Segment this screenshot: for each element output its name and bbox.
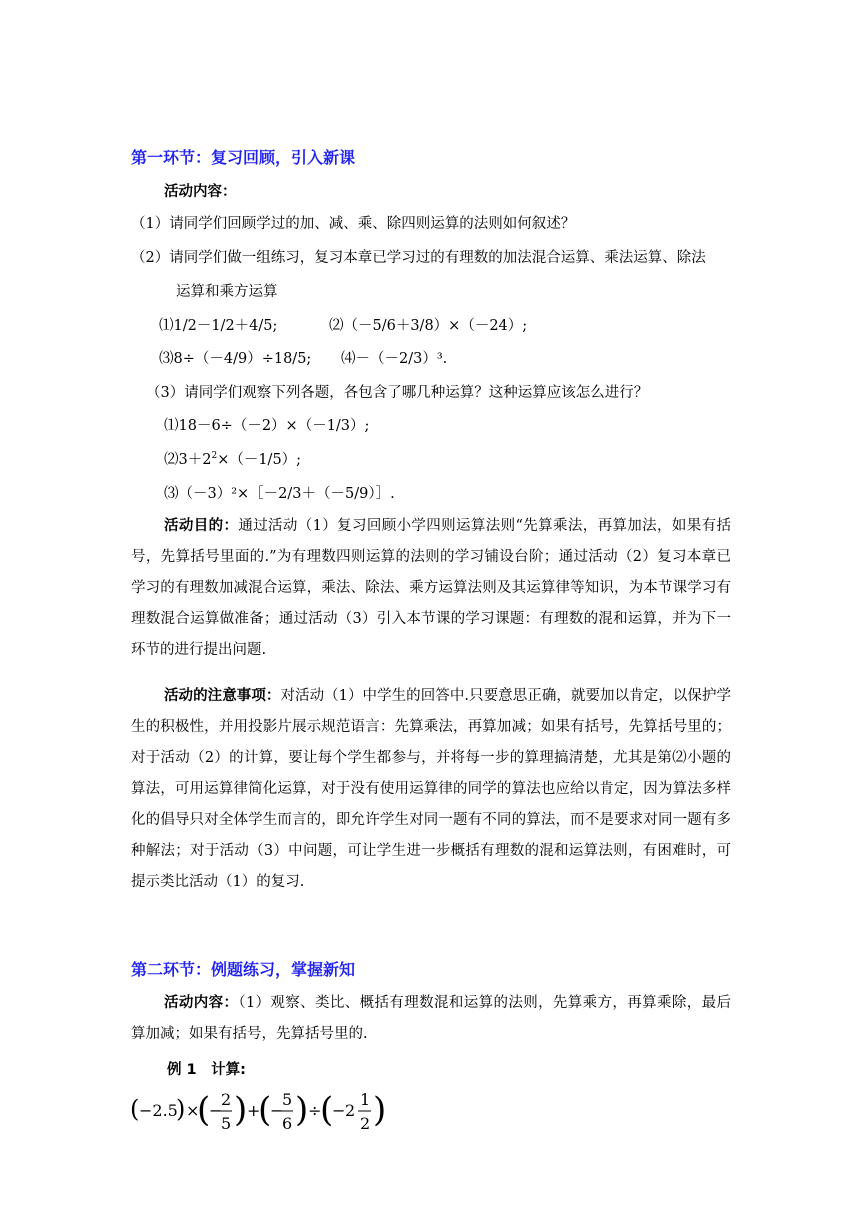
- paren-open-4: (: [320, 1090, 334, 1130]
- paren-close-3: ): [295, 1090, 309, 1130]
- frac-2-sign: −: [270, 1101, 284, 1120]
- frac-1-den: 5: [221, 1114, 232, 1133]
- question-1: ⑴18－6÷（－2）×（－1/3）;: [164, 418, 370, 434]
- exercise-4: ⑷－（－2/3）³.: [341, 351, 448, 367]
- purpose-paragraph: [131, 511, 731, 666]
- purpose-text: 通过活动（1）复习回顾小学四则运算法则“先算乘法，再算加法，如果有括号，先算括号里面的.”为有理数四则运算的法则的学习铺设台阶；通过活动（2）复习本章已学习的有理数加减混合运算，乘法、除法、乘方运算法则及其运算律等知识，为本节课学习有理数混合运算做准备；通过活动（3）引入本节课的学习课题：有理数的混和运算，并为下一环节的进行提出问题.: [131, 518, 731, 658]
- frac-2-num: 5: [282, 1090, 293, 1109]
- question-2-base: ⑵3＋2: [164, 452, 212, 468]
- activity-content-label: 活动内容：: [164, 184, 237, 200]
- frac-3-sign: −: [332, 1101, 346, 1120]
- section2-activity-label: 活动内容：: [164, 995, 239, 1011]
- op-1: ×: [186, 1101, 200, 1120]
- op-3: ÷: [308, 1101, 322, 1120]
- question-2-rest: ×（－1/5）;: [217, 452, 302, 468]
- section1-heading: 第一环节：复习回顾，引入新课: [131, 148, 356, 167]
- term-1: −2.5: [139, 1101, 178, 1120]
- section2-activity-paragraph: [131, 988, 731, 1050]
- item-2-line-1: （2）请同学们做一组练习，复习本章已学习过的有理数的加法混合运算、乘法运算、除法: [131, 250, 706, 266]
- section2-heading: 第二环节：例题练习，掌握新知: [131, 960, 356, 979]
- frac-2-den: 6: [282, 1114, 293, 1133]
- notes-label: 活动的注意事项：: [164, 688, 281, 704]
- paren-open-2: (: [197, 1090, 211, 1130]
- frac-1-num: 2: [221, 1090, 232, 1109]
- section2-activity-text: （1）观察、类比、概括有理数混和运算的法则，先算乘方，再算乘除，最后算加减；如果有括号，先算括号里的.: [131, 995, 731, 1042]
- op-2: +: [247, 1101, 261, 1120]
- exercise-2: ⑵（－5/6＋3/8）×（－24）;: [329, 318, 528, 334]
- frac-3-whole: 2: [345, 1101, 356, 1120]
- paren-open-3: (: [258, 1090, 272, 1130]
- paren-open-1: (: [130, 1095, 140, 1123]
- frac-3-den: 2: [360, 1114, 371, 1133]
- example-formula: [130, 1083, 400, 1141]
- frac-1-sign: −: [209, 1101, 223, 1120]
- question-2: [164, 448, 301, 469]
- item-3: （3）请同学们观察下列各题，各包含了哪几种运算？这种运算应该怎么进行？: [146, 385, 649, 401]
- paren-close-1: ): [176, 1095, 186, 1123]
- question-3: ⑶（－3）²×［－2/3＋（－5/9）］.: [164, 486, 395, 502]
- paren-close-4: ): [373, 1090, 387, 1130]
- item-1: （1）请同学们回顾学过的加、减、乘、除四则运算的法则如何叙述？: [131, 216, 576, 232]
- purpose-label: 活动目的：: [164, 518, 239, 534]
- item-2-line-2: 运算和乘方运算: [176, 284, 278, 300]
- example-label: 例 1 计算:: [167, 1062, 246, 1078]
- notes-text: 对活动（1）中学生的回答中.只要意思正确，就要加以肯定，以保护学生的积极性，并用投影片展示规范语言：先算乘法，再算加减；如果有括号，先算括号里的；对于活动（2）的计算，要让每个学生都参与，并将每一步的算理搞清楚，尤其是第⑵小题的算法，可用运算律简化运算，对于没有使用运算律的同学的算法也应给以肯定，因为算法多样化的倡导只对全体学生而言的，即允许学生对同一题有不同的算法，而不是要求对同一题有多种解法；对于活动（3）中问题，可让学生进一步概括有理数的混和运算法则，有困难时，可提示类比活动（1）的复习.: [131, 688, 731, 890]
- notes-paragraph: [131, 681, 731, 898]
- paren-close-2: ): [234, 1090, 248, 1130]
- exercise-3: ⑶8÷（－4/9）÷18/5;: [159, 351, 312, 367]
- frac-3-num: 1: [360, 1090, 371, 1109]
- exercise-1: ⑴1/2－1/2＋4/5;: [159, 318, 278, 334]
- question-2-exponent: 2: [211, 451, 218, 462]
